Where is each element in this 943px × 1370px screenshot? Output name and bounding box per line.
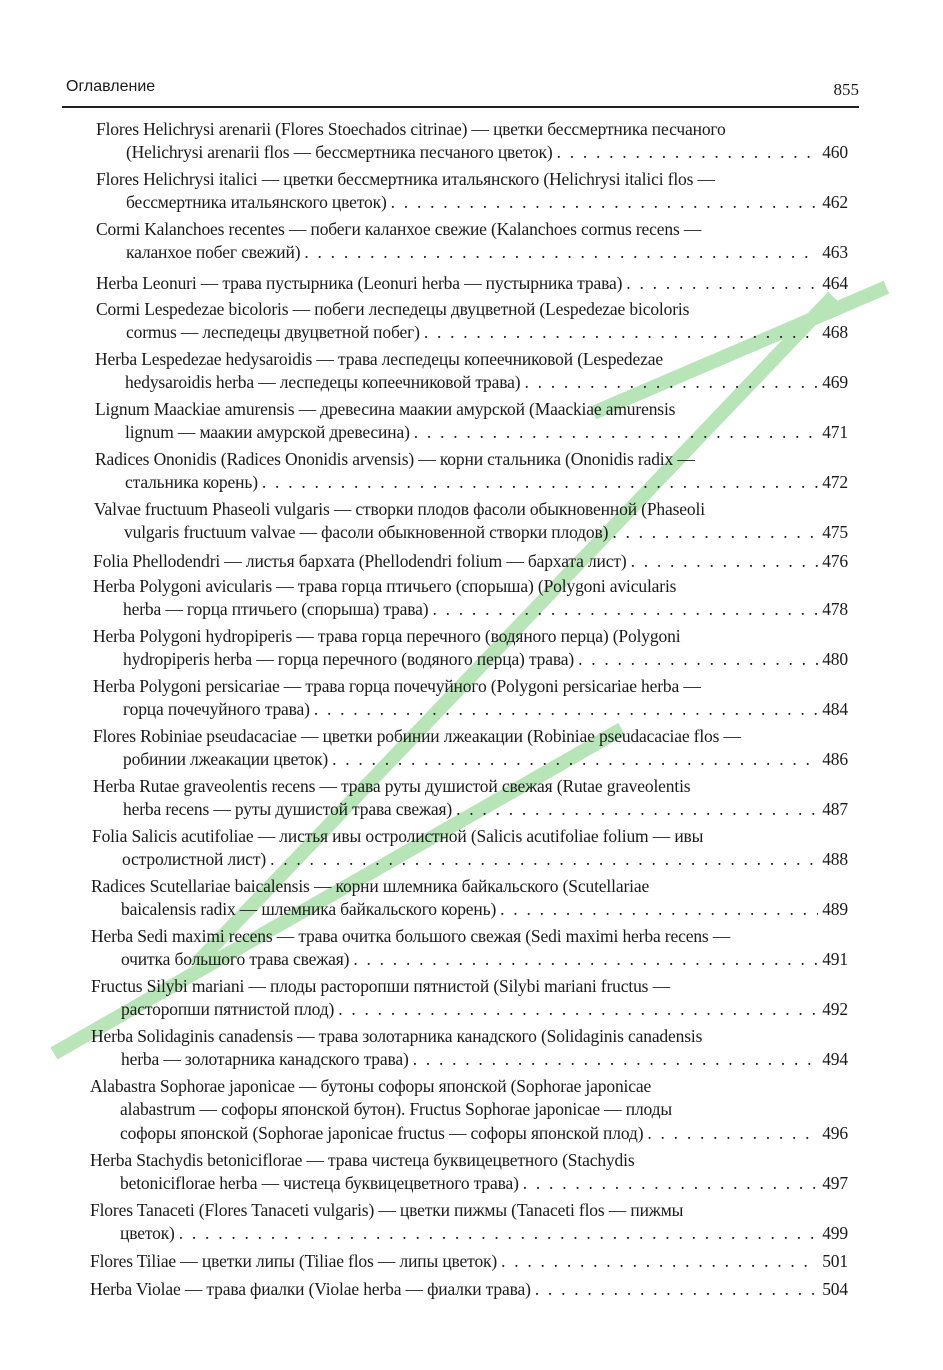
entry-line: Herba Polygoni avicularis — трава горца птичьего (спорыша) (Polygoni avicularis	[93, 576, 677, 596]
dot-leader	[535, 1278, 818, 1301]
entry-page-number: 496	[822, 1122, 848, 1143]
toc-entry	[95, 398, 848, 445]
entry-text: herba — горца птичьего (спорыша) трава)	[123, 599, 429, 620]
toc-entry	[90, 1075, 848, 1145]
entry-text: софоры японской (Sophorae japonicae fructus — софоры японской плод)	[120, 1122, 644, 1143]
entry-page-number: 497	[822, 1173, 848, 1194]
toc-entry	[90, 1250, 848, 1273]
entry-last-line	[90, 1122, 848, 1145]
dot-leader	[424, 321, 818, 344]
entry-last-line	[90, 1278, 848, 1301]
entry-last-line	[96, 272, 848, 295]
entry-line: Lignum Maackiae amurensis — древесина маакии амурской (Maackiae amurensis	[95, 399, 676, 419]
entry-page-number: 472	[822, 472, 848, 493]
dot-leader	[456, 798, 818, 821]
entry-text: Flores Tiliae — цветки липы (Tiliae flos — липы цветок)	[90, 1251, 498, 1271]
dot-leader	[332, 748, 818, 771]
entry-text: Herba Leonuri — трава пустырника (Leonuri herba — пустырника трава)	[96, 273, 623, 293]
entry-text: herba recens — руты душистой трава свежая)	[123, 799, 453, 820]
entry-text: hedysaroidis herba — леспедецы копеечниковой трава)	[125, 372, 521, 393]
entry-page-number: 471	[822, 422, 848, 443]
section-title: Оглавление	[66, 78, 156, 95]
entry-last-line	[94, 521, 848, 544]
dot-leader	[304, 241, 818, 264]
dot-leader	[338, 998, 818, 1021]
entry-last-line	[90, 1172, 848, 1195]
toc-entry	[90, 1199, 848, 1246]
entry-page-number: 487	[822, 799, 848, 820]
entry-text: vulgaris fructuum valvae — фасоли обыкновенной створки плодов)	[124, 522, 609, 543]
entry-line: Radices Scutellariae baicalensis — корни шлемника байкальского (Scutellariae	[91, 876, 650, 896]
toc-entry	[95, 448, 848, 495]
dot-leader	[391, 191, 819, 214]
toc-entry	[93, 675, 848, 722]
entry-page-number: 478	[822, 599, 848, 620]
entry-line: Herba Solidaginis canadensis — трава золотарника канадского (Solidaginis canadensis	[91, 1026, 703, 1046]
toc-entry	[90, 1278, 848, 1301]
entry-text: (Helichrysi arenarii flos — бессмертника песчаного цветок)	[126, 142, 553, 163]
entry-page-number: 480	[822, 649, 848, 670]
entry-line: Valvae fructuum Phaseoli vulgaris — створки плодов фасоли обыкновенной (Phaseoli	[94, 499, 705, 519]
entry-page-number: 460	[822, 142, 848, 163]
entry-page-number: 468	[822, 322, 848, 343]
entry-line: Flores Helichrysi arenarii (Flores Stoechados citrinae) — цветки бессмертника песчаного	[96, 119, 726, 139]
entry-page-number: 475	[822, 522, 848, 543]
entry-page-number: 504	[822, 1279, 848, 1299]
entry-line: Herba Polygoni persicariae — трава горца почечуйного (Polygoni persicariae herba —	[93, 676, 701, 696]
entry-page-number: 494	[822, 1049, 848, 1070]
entry-text: Folia Phellodendri — листья бархата (Phellodendri folium — бархата лист)	[93, 551, 627, 571]
toc-entry	[91, 975, 848, 1022]
entry-text: цветок)	[120, 1223, 175, 1244]
entry-page-number: 499	[822, 1223, 848, 1244]
entry-last-line	[96, 141, 848, 164]
dot-leader	[501, 1250, 818, 1273]
dot-leader	[612, 521, 818, 544]
entry-line: Cormi Lespedezae bicoloris — побеги леспедецы двуцветной (Lespedezae bicoloris	[96, 299, 690, 319]
entry-line: Flores Tanaceti (Flores Tanaceti vulgaris) — цветки пижмы (Tanaceti flos — пижмы	[90, 1200, 684, 1220]
entry-line: Cormi Kalanchoes recentes — побеги каланхое свежие (Kalanchoes cormus recens —	[96, 219, 702, 239]
toc-entry	[93, 725, 848, 772]
dot-leader	[578, 648, 818, 671]
entry-last-line	[93, 550, 848, 573]
toc-entry	[93, 550, 848, 573]
entry-last-line	[95, 371, 848, 394]
entry-text: остролистной лист)	[122, 849, 267, 870]
entry-line: Radices Ononidis (Radices Ononidis arvensis) — корни стальника (Ononidis radix —	[95, 449, 695, 469]
entry-line: Herba Polygoni hydropiperis — трава горца перечного (водяного перца) (Polygoni	[93, 626, 681, 646]
toc-entry	[96, 168, 848, 215]
entry-last-line	[93, 748, 848, 771]
dot-leader	[500, 898, 818, 921]
entry-text: Herba Violae — трава фиалки (Violae herba — фиалки трава)	[90, 1279, 531, 1299]
toc-entry	[93, 775, 848, 822]
entry-line: Herba Sedi maximi recens — трава очитка большого свежая (Sedi maximi herba recens —	[91, 926, 731, 946]
entry-text: baicalensis radix — шлемника байкальского корень)	[121, 899, 497, 920]
entry-line: Flores Robiniae pseudacaciae — цветки робинии лжеакации (Robiniae pseudacaciae flos —	[93, 726, 741, 746]
page-header	[66, 78, 859, 104]
entry-line: alabastrum — софоры японской бутон). Fructus Sophorae japonicae — плоды	[120, 1099, 673, 1120]
entry-text: betoniciflorae herba — чистеца буквицецветного трава)	[120, 1173, 519, 1194]
toc-entry	[91, 875, 848, 922]
page-number: 855	[833, 80, 859, 99]
entry-last-line	[91, 948, 848, 971]
dot-leader	[557, 141, 819, 164]
entry-text: каланхое побег свежий)	[126, 242, 301, 263]
header-rule	[62, 106, 859, 108]
entry-text: hydropiperis herba — горца перечного (водяного перца) трава)	[123, 649, 575, 670]
entry-page-number: 469	[822, 372, 848, 393]
entry-page-number: 492	[822, 999, 848, 1020]
entry-page-number: 476	[822, 551, 848, 571]
entry-last-line	[93, 698, 848, 721]
toc-entry	[93, 575, 848, 622]
entry-line: Fructus Silybi mariani — плоды расторопши пятнистой (Silybi mariani fructus —	[91, 976, 670, 996]
entry-text: lignum — маакии амурской древесина)	[125, 422, 410, 443]
entry-page-number: 488	[822, 849, 848, 870]
entry-text: очитка большого трава свежая)	[121, 949, 350, 970]
toc-entry	[96, 218, 848, 265]
entry-page-number: 463	[822, 242, 848, 263]
toc-entry	[90, 1149, 848, 1196]
entry-page-number: 489	[822, 899, 848, 920]
toc-entry	[91, 925, 848, 972]
dot-leader	[524, 371, 818, 394]
entry-last-line	[93, 598, 848, 621]
dot-leader	[626, 272, 818, 295]
entry-last-line	[96, 191, 848, 214]
dot-leader	[270, 848, 818, 871]
entry-last-line	[90, 1250, 848, 1273]
entry-last-line	[96, 241, 848, 264]
dot-leader	[414, 421, 818, 444]
toc-entry	[92, 825, 848, 872]
entry-line: Flores Helichrysi italici — цветки бессмертника итальянского (Helichrysi italici flos —	[96, 169, 715, 189]
dot-leader	[353, 948, 818, 971]
entry-last-line	[91, 1048, 848, 1071]
dot-leader	[262, 471, 818, 494]
toc-entry	[96, 298, 848, 345]
entry-line: Alabastra Sophorae japonicae — бутоны софоры японской (Sophorae japonicae	[90, 1076, 652, 1096]
entry-line: Herba Stachydis betoniciflorae — трава чистеца буквицецветного (Stachydis	[90, 1150, 635, 1170]
dot-leader	[179, 1222, 818, 1245]
entry-last-line	[90, 1222, 848, 1245]
entry-text: cormus — леспедецы двуцветной побег)	[126, 322, 420, 343]
entry-page-number: 501	[822, 1251, 848, 1271]
entry-text: горца почечуйного трава)	[123, 699, 310, 720]
entry-line: Herba Lespedezae hedysaroidis — трава леспедецы копеечниковой (Lespedezae	[95, 349, 663, 369]
entry-line: Folia Salicis acutifoliae — листья ивы остролистной (Salicis acutifoliae folium — ивы	[92, 826, 704, 846]
entry-page-number: 491	[822, 949, 848, 970]
entry-page-number: 464	[822, 273, 848, 293]
toc-entry	[94, 498, 848, 545]
dot-leader	[413, 1048, 819, 1071]
toc-entry	[96, 118, 848, 165]
entry-last-line	[96, 321, 848, 344]
entry-text: робинии лжеакации цветок)	[123, 749, 329, 770]
entry-text: herba — золотарника канадского трава)	[121, 1049, 409, 1070]
entry-last-line	[91, 998, 848, 1021]
entry-page-number: 484	[822, 699, 848, 720]
entry-last-line	[91, 898, 848, 921]
toc-entry	[95, 348, 848, 395]
entry-last-line	[95, 471, 848, 494]
dot-leader	[314, 698, 818, 721]
entry-last-line	[93, 648, 848, 671]
entry-page-number: 462	[822, 192, 848, 213]
entry-text: бессмертника итальянского цветок)	[126, 192, 387, 213]
entry-last-line	[93, 798, 848, 821]
entry-line: Herba Rutae graveolentis recens — трава руты душистой свежая (Rutae graveolentis	[93, 776, 691, 796]
toc-entry	[96, 272, 848, 295]
toc-entry	[91, 1025, 848, 1072]
toc-entry	[93, 625, 848, 672]
entry-last-line	[95, 421, 848, 444]
entry-last-line	[92, 848, 848, 871]
entry-page-number: 486	[822, 749, 848, 770]
dot-leader	[523, 1172, 818, 1195]
dot-leader	[432, 598, 818, 621]
entry-text: расторопши пятнистой плод)	[121, 999, 335, 1020]
entry-text: стальника корень)	[125, 472, 258, 493]
dot-leader	[647, 1122, 818, 1145]
dot-leader	[631, 550, 819, 573]
